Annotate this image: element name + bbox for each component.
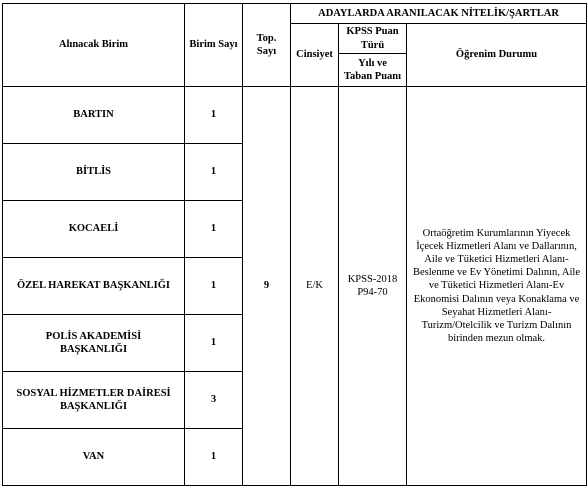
education-line: Turizm/Otelcilik ve Turizm Dalının: [421, 319, 572, 331]
unit-count: 1: [185, 87, 243, 144]
unit-name: [3, 144, 185, 201]
unit-name-line1: KOCAELİ: [68, 223, 119, 235]
header-kpss-type: [339, 24, 407, 54]
unit-name: [3, 315, 185, 372]
unit-name: [3, 201, 185, 258]
unit-name: [3, 372, 185, 429]
header-kpss-year-line2: Taban Puanı: [343, 71, 402, 82]
education-line: Ekonomisi Dalının veya Konaklama ve: [413, 293, 580, 305]
header-total-count-line1: Top.: [256, 32, 277, 44]
unit-name-line1: ÖZEL HAREKAT BAŞKANLIĞI: [16, 280, 171, 292]
header-qualifications: ADAYLARDA ARANILACAK NİTELİK/ŞARTLAR: [291, 4, 587, 24]
header-kpss-year-line1: Yılı ve: [358, 57, 387, 69]
header-kpss-year: [339, 54, 407, 87]
education-line: birinden mezun olmak.: [447, 332, 546, 344]
unit-name: [3, 258, 185, 315]
unit-count: 1: [185, 144, 243, 201]
education-line: Seyahat Hizmetleri Alanı-: [441, 306, 552, 318]
unit-name-line2: BAŞKANLIĞI: [59, 401, 128, 412]
header-unit-count: Birim Sayı: [185, 4, 243, 87]
header-kpss-type-line2: Türü: [360, 39, 385, 51]
total-count: 9: [243, 87, 291, 486]
unit-name-line1: POLİS AKADEMİSİ: [45, 330, 142, 342]
table-row: [3, 87, 587, 144]
unit-name: [3, 87, 185, 144]
education-line: Beslenme ve Ev Yönetimi Dalının, Aile: [413, 267, 580, 279]
unit-count: 1: [185, 201, 243, 258]
kpss-value-line2: P94-70: [357, 287, 388, 298]
unit-count: 1: [185, 315, 243, 372]
gender-value: E/K: [291, 87, 339, 486]
education-line: ve Tüketici Hizmetleri Alanı-Ev: [428, 280, 565, 292]
header-total-count: [243, 4, 291, 87]
kpss-value-line1: KPSS-2018: [347, 273, 398, 285]
unit-name-line1: SOSYAL HİZMETLER DAİRESİ: [16, 387, 171, 399]
header-gender: Cinsiyet: [291, 24, 339, 87]
header-education: Öğrenim Durumu: [407, 24, 587, 87]
unit-count: 1: [185, 429, 243, 486]
requirements-table: [2, 3, 587, 486]
education-line: İçecek Hizmetleri Alanı ve Dallarının,: [416, 241, 577, 253]
header-unit: Alınacak Birim: [3, 4, 185, 87]
unit-count: 1: [185, 258, 243, 315]
unit-count: 3: [185, 372, 243, 429]
education-requirement: [407, 87, 587, 486]
header-kpss-type-line1: KPSS Puan: [346, 26, 399, 38]
unit-name-line1: VAN: [82, 451, 105, 463]
unit-name-line2: BAŞKANLIĞI: [59, 344, 128, 355]
unit-name-line1: BİTLİS: [75, 166, 112, 178]
header-total-count-line2: Sayı: [256, 46, 277, 57]
kpss-value: [339, 87, 407, 486]
education-line: Ortaöğretim Kurumlarının Yiyecek: [422, 227, 571, 239]
education-line: Aile ve Tüketici Hizmetleri Alanı-: [424, 254, 569, 266]
unit-name: [3, 429, 185, 486]
unit-name-line1: BARTIN: [73, 109, 114, 121]
